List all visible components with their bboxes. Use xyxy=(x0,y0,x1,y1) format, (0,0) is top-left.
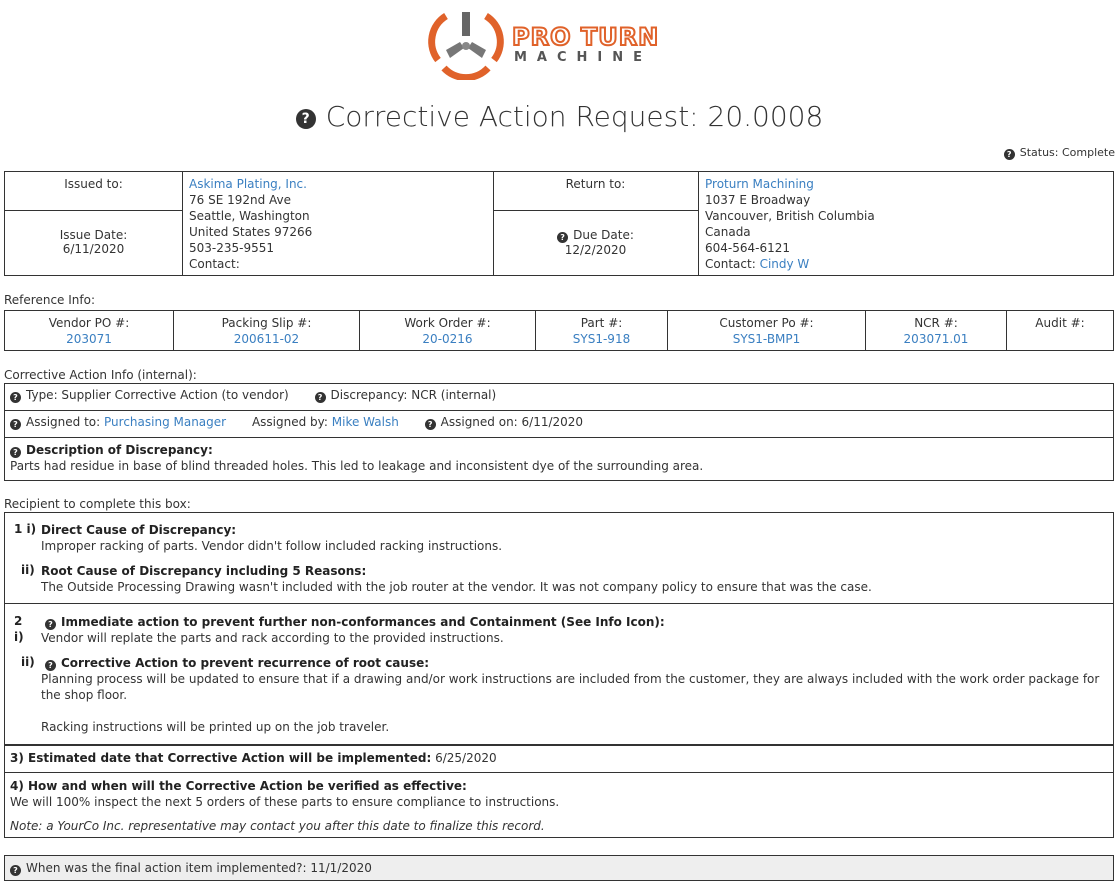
assigned-to-label: Assigned to: xyxy=(26,415,101,429)
root-cause-text: The Outside Processing Drawing wasn't included with the job router at the vendor. It was not company policy to ensure that was the case. xyxy=(41,580,872,594)
ref-part xyxy=(536,311,668,350)
assigned-by-label: Assigned by: xyxy=(251,415,328,429)
implementation-box xyxy=(4,745,1114,838)
ref-value-link[interactable]: 20-0216 xyxy=(422,332,473,346)
ca-assigned-row xyxy=(5,411,1113,438)
estimated-date-label: 3) Estimated date that Corrective Action will be implemented: xyxy=(10,751,432,765)
ref-value-link[interactable]: 203071 xyxy=(66,332,112,346)
return-contact-link[interactable]: Cindy W xyxy=(759,257,810,271)
issued-to-label: Issued to: xyxy=(5,172,183,211)
status-text: Status: Complete xyxy=(1019,146,1115,159)
issued-address-line: United States 97266 xyxy=(189,225,313,239)
section-number: i) xyxy=(14,630,24,644)
help-icon[interactable]: ? xyxy=(45,619,56,630)
logo-text-primary: PRO TURN xyxy=(512,23,660,51)
section-number: 1 i) xyxy=(14,522,37,536)
description-label: Description of Discrepancy: xyxy=(26,443,213,457)
direct-cause-title: Direct Cause of Discrepancy: xyxy=(41,523,237,537)
issued-to-address xyxy=(189,176,312,272)
help-icon[interactable]: ? xyxy=(315,392,326,403)
section-2 xyxy=(5,604,1113,745)
ca-info-label: Corrective Action Info (internal): xyxy=(4,368,197,382)
section-number: ii) xyxy=(21,655,35,669)
issue-date-cell xyxy=(5,211,183,275)
ca-type: Type: Supplier Corrective Action (to vendor) xyxy=(26,388,289,402)
corrective-action-text: Planning process will be updated to ensure that if a drawing and/or work instructions are included from the customer, they are always included with the work order package for the shop floor. xyxy=(41,672,1100,702)
ref-label: Customer Po #: xyxy=(719,316,814,330)
ref-label: Work Order #: xyxy=(404,316,491,330)
help-icon[interactable]: ? xyxy=(557,232,568,243)
return-contact-label: Contact: xyxy=(705,257,756,271)
ca-info-box xyxy=(4,383,1114,481)
description-text: Parts had residue in base of blind threaded holes. This led to leakage and inconsistent dye of the surrounding area. xyxy=(10,459,704,473)
return-address-line: Canada xyxy=(705,225,751,239)
return-to-section xyxy=(493,172,1113,275)
help-icon[interactable]: ? xyxy=(10,419,21,430)
issued-address-line: 76 SE 192nd Ave xyxy=(189,193,292,207)
assigned-by-link[interactable]: Mike Walsh xyxy=(331,415,399,429)
immediate-action xyxy=(41,614,1103,646)
assigned-on: Assigned on: 6/11/2020 xyxy=(440,415,584,429)
logo-mark-icon xyxy=(426,8,506,80)
ref-label: NCR #: xyxy=(914,316,958,330)
due-date-value: 12/2/2020 xyxy=(564,243,627,257)
reference-table xyxy=(4,310,1114,351)
return-phone: 604-564-6121 xyxy=(705,241,791,255)
immediate-action-text: Vendor will replate the parts and rack according to the provided instructions. xyxy=(41,631,504,645)
return-to-label: Return to: xyxy=(493,172,699,211)
verification-row xyxy=(5,773,1113,838)
issued-company-link[interactable]: Askima Plating, Inc. xyxy=(189,177,307,191)
issue-date-label: Issue Date: xyxy=(59,228,128,242)
issued-to-section xyxy=(5,172,494,275)
ref-packing-slip xyxy=(174,311,360,350)
section-1 xyxy=(5,513,1113,604)
ref-label: Vendor PO #: xyxy=(48,316,130,330)
ref-label: Audit #: xyxy=(1035,316,1085,330)
return-to-address xyxy=(705,176,875,272)
due-date-label: Due Date: xyxy=(573,228,634,242)
status-badge xyxy=(1004,146,1115,160)
issued-contact-label: Contact: xyxy=(189,257,240,271)
return-address-line: 1037 E Broadway xyxy=(705,193,811,207)
help-icon[interactable]: ? xyxy=(296,109,316,129)
immediate-action-title: Immediate action to prevent further non-conformances and Containment (See Info Icon): xyxy=(61,615,665,629)
issued-phone: 503-235-9551 xyxy=(189,241,275,255)
final-implemented-text: When was the final action item implemented?: 11/1/2020 xyxy=(26,861,372,875)
return-company-link[interactable]: Proturn Machining xyxy=(705,177,814,191)
ref-vendor-po xyxy=(5,311,174,350)
ref-work-order xyxy=(360,311,536,350)
help-icon[interactable]: ? xyxy=(10,865,21,876)
reference-info-label: Reference Info: xyxy=(4,293,95,307)
ref-audit xyxy=(1007,311,1113,350)
logo-text-secondary: MACHINE xyxy=(514,50,653,65)
ref-value-link[interactable]: SYS1-918 xyxy=(572,332,631,346)
verification-note: Note: a YourCo Inc. representative may contact you after this date to finalize this record. xyxy=(10,819,545,833)
ref-ncr xyxy=(866,311,1007,350)
root-cause-title: Root Cause of Discrepancy including 5 Reasons: xyxy=(41,564,367,578)
ref-value-link[interactable]: 203071.01 xyxy=(903,332,969,346)
direct-cause xyxy=(41,522,1103,554)
verification-text: We will 100% inspect the next 5 orders of these parts to ensure compliance to instructions. xyxy=(10,795,560,809)
ref-label: Packing Slip #: xyxy=(221,316,312,330)
root-cause xyxy=(41,563,1103,595)
assigned-to-link[interactable]: Purchasing Manager xyxy=(104,415,227,429)
company-logo xyxy=(426,8,696,80)
issued-address-line: Seattle, Washington xyxy=(189,209,310,223)
ref-customer-po xyxy=(668,311,866,350)
help-icon[interactable]: ? xyxy=(425,419,436,430)
issue-date-value: 6/11/2020 xyxy=(62,242,125,256)
help-icon[interactable]: ? xyxy=(45,660,56,671)
help-icon[interactable]: ? xyxy=(10,392,21,403)
corrective-action xyxy=(41,655,1103,735)
ref-label: Part #: xyxy=(580,316,623,330)
ca-description-row xyxy=(5,438,1113,478)
ca-type-row xyxy=(5,384,1113,411)
recipient-label: Recipient to complete this box: xyxy=(4,497,191,511)
estimated-date-row xyxy=(5,746,1113,773)
ref-value-link[interactable]: SYS1-BMP1 xyxy=(732,332,801,346)
section-number: ii) xyxy=(21,563,35,577)
section-number: 2 xyxy=(14,614,23,628)
verification-title: 4) How and when will the Corrective Action be verified as effective: xyxy=(10,779,467,793)
recipient-box xyxy=(4,512,1114,745)
direct-cause-text: Improper racking of parts. Vendor didn't follow included racking instructions. xyxy=(41,539,503,553)
ref-value-link[interactable]: 200611-02 xyxy=(233,332,300,346)
address-block xyxy=(4,171,1114,276)
page-title-text: Corrective Action Request: 20.0008 xyxy=(325,100,824,133)
corrective-action-text: Racking instructions will be printed up on the job traveler. xyxy=(41,720,390,734)
help-icon[interactable]: ? xyxy=(10,447,21,458)
final-implemented-row xyxy=(4,855,1114,881)
page-title xyxy=(0,100,1119,133)
ca-discrepancy: Discrepancy: NCR (internal) xyxy=(330,388,497,402)
help-icon[interactable]: ? xyxy=(1004,149,1015,160)
return-address-line: Vancouver, British Columbia xyxy=(705,209,875,223)
estimated-date-value: 6/25/2020 xyxy=(435,751,497,765)
due-date-cell xyxy=(493,211,699,275)
corrective-action-title: Corrective Action to prevent recurrence of root cause: xyxy=(61,656,430,670)
